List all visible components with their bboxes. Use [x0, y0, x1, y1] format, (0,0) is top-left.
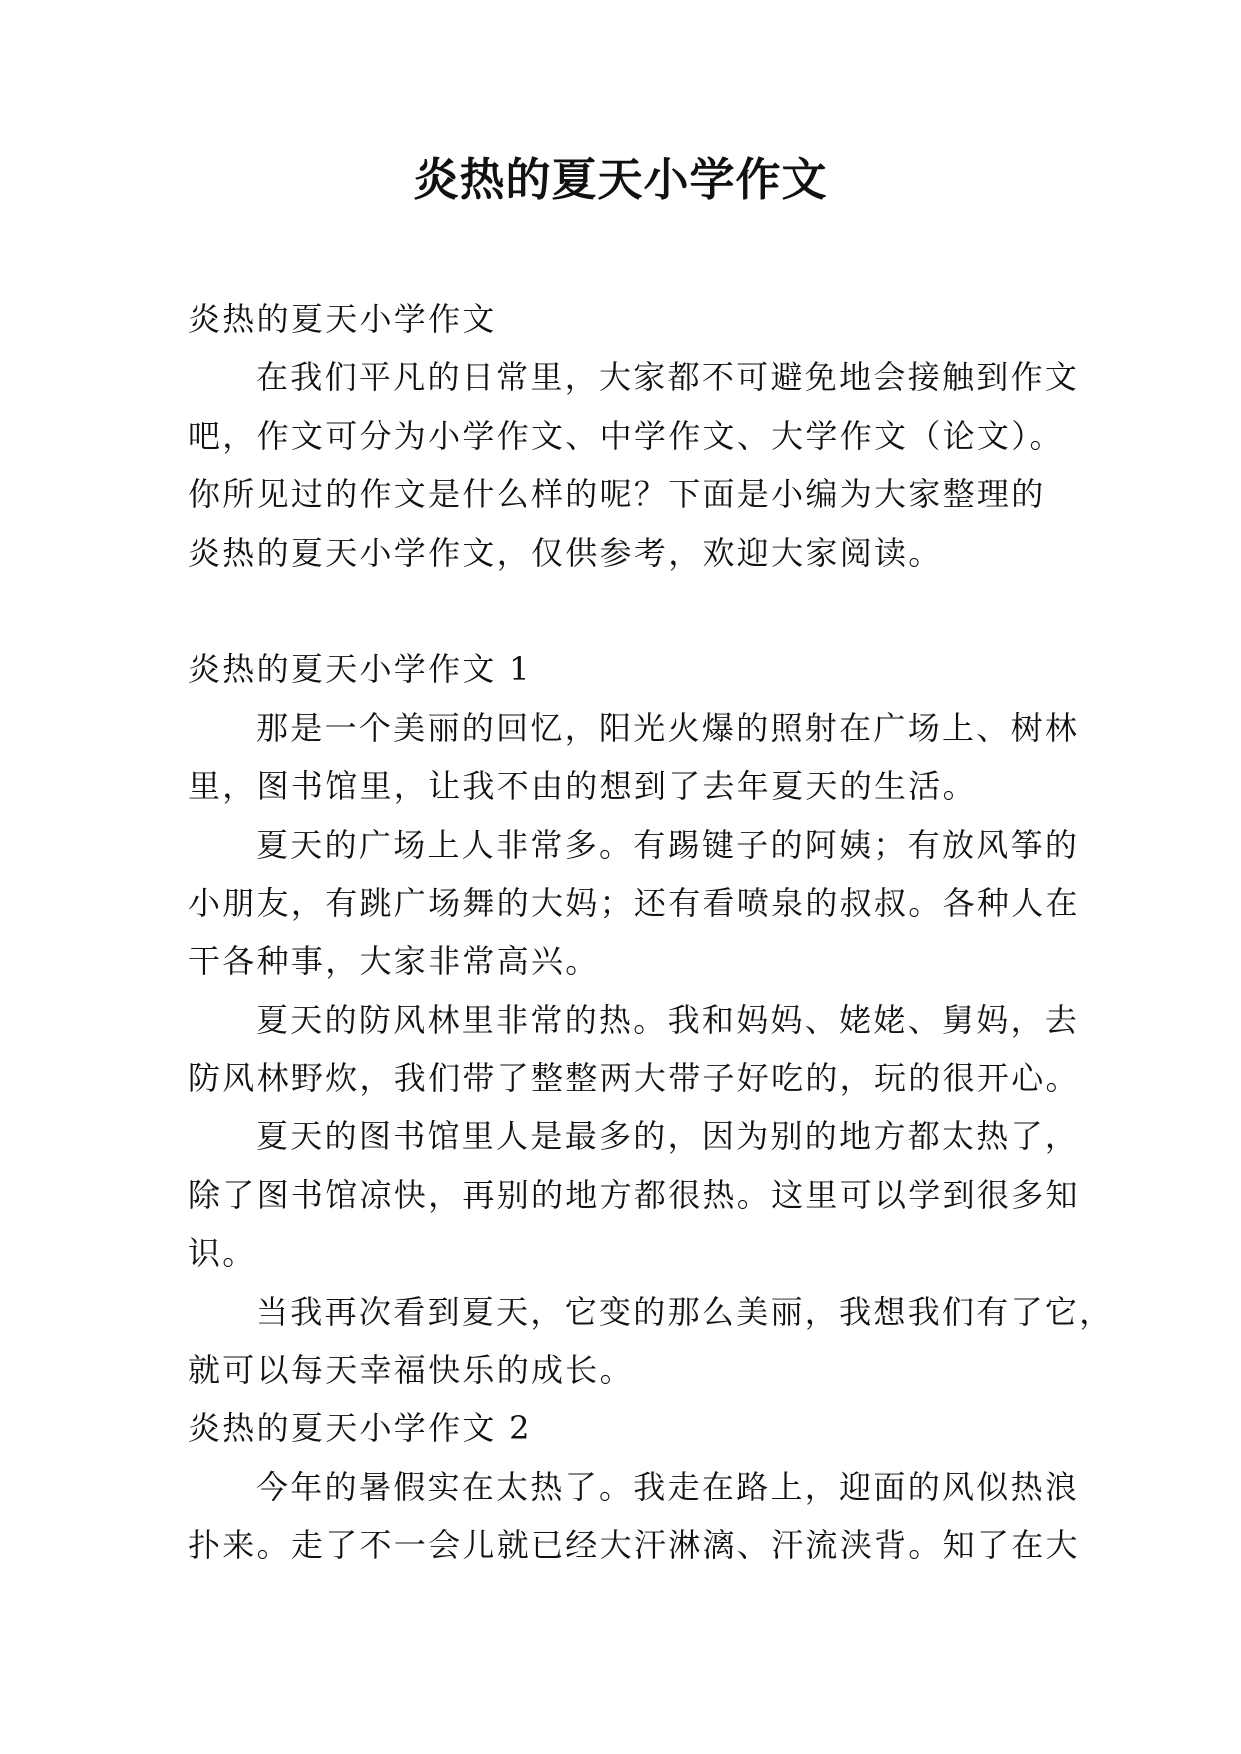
paragraph-line: 干各种事，大家非常高兴。 [188, 942, 600, 981]
paragraph-line: 夏天的图书馆里人是最多的，因为别的地方都太热了， [256, 1117, 1080, 1156]
paragraph-line: 除了图书馆凉快，再别的地方都很热。这里可以学到很多知 [188, 1175, 1080, 1214]
paragraph-line: 识。 [188, 1234, 257, 1273]
paragraph-line: 小朋友，有跳广场舞的大妈；还有看喷泉的叔叔。各种人在 [188, 883, 1080, 922]
paragraph-line: 那是一个美丽的回忆，阳光火爆的照射在广场上、树林 [256, 708, 1080, 747]
intro-paragraph-line: 炎热的夏天小学作文，仅供参考，欢迎大家阅读。 [188, 533, 943, 572]
intro-heading: 炎热的夏天小学作文 [188, 300, 497, 338]
intro-paragraph-line: 吧，作文可分为小学作文、中学作文、大学作文（论文）。 [188, 416, 1064, 455]
paragraph-line: 夏天的防风林里非常的热。我和妈妈、姥姥、舅妈，去 [256, 1000, 1080, 1039]
document-body [188, 290, 1114, 1575]
paragraph-line: 扑来。走了不一会儿就已经大汗淋漓、汗流浃背。知了在大 [188, 1526, 1080, 1565]
section-heading-2: 炎热的夏天小学作文 2 [188, 1409, 532, 1448]
paragraph-line: 今年的暑假实在太热了。我走在路上，迎面的风似热浪 [256, 1467, 1080, 1506]
intro-paragraph-line: 你所见过的作文是什么样的呢？下面是小编为大家整理的 [188, 475, 1046, 514]
section-heading-1: 炎热的夏天小学作文 1 [188, 650, 532, 689]
intro-paragraph-line: 在我们平凡的日常里，大家都不可避免地会接触到作文 [256, 358, 1080, 397]
page-title: 炎热的夏天小学作文 [413, 153, 828, 206]
paragraph-line: 当我再次看到夏天，它变的那么美丽，我想我们有了它， [256, 1292, 1114, 1331]
paragraph-line: 防风林野炊，我们带了整整两大带子好吃的，玩的很开心。 [188, 1059, 1080, 1098]
paragraph-line: 就可以每天幸福快乐的成长。 [188, 1351, 634, 1390]
section-spacer [188, 582, 1058, 640]
paragraph-line: 夏天的广场上人非常多。有踢键子的阿姨；有放风筝的 [256, 825, 1080, 864]
paragraph-line: 里，图书馆里，让我不由的想到了去年夏天的生活。 [188, 767, 977, 806]
